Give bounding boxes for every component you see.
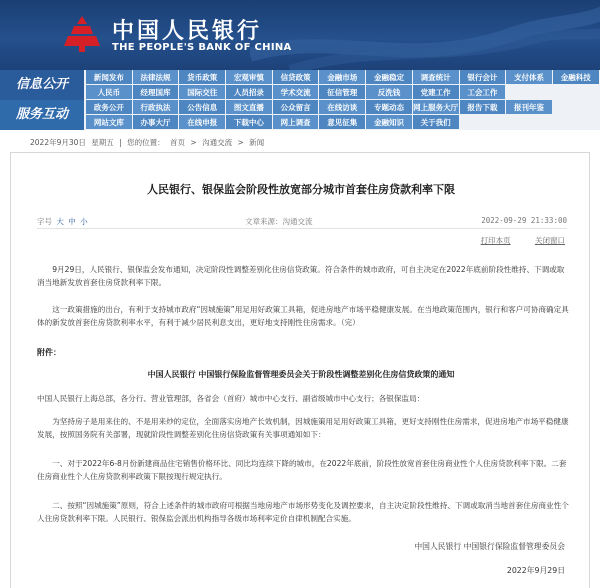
logo-shape (77, 16, 87, 24)
notice-signature-date: 2022年9月29日 (506, 566, 565, 575)
nav-item[interactable]: 反洗钱 (366, 85, 413, 100)
logo-shape (71, 26, 93, 34)
nav-item[interactable]: 意见征集 (319, 115, 366, 130)
nav-item[interactable]: 经理国库 (133, 85, 180, 100)
article-tools (459, 235, 565, 246)
nav-item[interactable]: 学术交流 (273, 85, 320, 100)
breadcrumb (30, 137, 267, 148)
nav-item[interactable]: 金融市场 (319, 70, 366, 85)
notice-addressee: 中国人民银行上海总部，各分行、营业管理部，各省会（首府）城市中心支行、副省级城市中心支行；各银保监局： (37, 394, 425, 403)
nav-item[interactable]: 新闻发布 (86, 70, 133, 85)
article-paragraph: 9月29日，人民银行、银保监会发布通知，决定阶段性调整差别化住房信贷政策。符合条件的城市政府，可自主决定在2022年底前阶段性维持、下调或取消当地新发放首套住房贷款利率下限。 (37, 265, 565, 287)
article-date: 2022-09-29 21:33:00 (481, 216, 567, 225)
nav-item[interactable]: 政务公开 (86, 100, 133, 115)
nav-item[interactable]: 银行会计 (460, 70, 507, 85)
nav-item[interactable]: 宏观审慎 (226, 70, 273, 85)
close-window-link[interactable]: 关闭窗口 (535, 236, 565, 245)
nav-category-service-interaction[interactable]: 服务互动 (0, 100, 84, 130)
nav-item[interactable]: 信贷政策 (273, 70, 320, 85)
nav-row-info (0, 70, 600, 100)
article-meta (37, 216, 567, 228)
font-size-small-link[interactable]: 小 (80, 217, 88, 226)
article-container (10, 152, 590, 588)
nav-item[interactable]: 人民币 (86, 85, 133, 100)
nav-item[interactable]: 网上调查 (273, 115, 320, 130)
breadcrumb-separator: > (237, 138, 244, 147)
nav-item[interactable]: 调查统计 (413, 70, 460, 85)
article-source: 文章来源：沟通交流 (245, 217, 313, 226)
pboc-logo-icon (60, 12, 104, 56)
nav-item[interactable]: 金融知识 (366, 115, 413, 130)
print-page-link[interactable]: 打印本页 (480, 236, 511, 245)
header-decoration (250, 0, 600, 70)
nav-item[interactable]: 在线申报 (179, 115, 226, 130)
nav-item[interactable]: 工会工作 (460, 85, 507, 100)
logo-shape (79, 46, 85, 52)
current-date: 2022年9月30日 (30, 138, 86, 147)
notice-paragraph: 一、对于2022年6-8月份新建商品住宅销售价格环比、同比均连续下降的城市，在2022年底前，阶段性放宽首套住房商业性个人住房贷款利率下限。二套住房商业性个人住房贷款利率政策下限按现行规定执行。 (37, 459, 567, 481)
notice-title: 中国人民银行 中国银行保险监督管理委员会关于阶段性调整差别化住房信贷政策的通知 (147, 370, 455, 379)
notice-paragraph: 二、按照“因城施策”原则，符合上述条件的城市政府可根据当地房地产市场形势变化及调控要求，自主决定阶段性维持、下调或取消当地首套住房商业性个人住房贷款利率下限。人民银行、银保监会派出机构指导各级市场利率定价自律机制配合实施。 (37, 501, 569, 523)
nav-item[interactable]: 金融科技 (553, 70, 600, 85)
location-label: 您的位置： (127, 138, 165, 147)
font-size-label: 字号 (37, 217, 52, 226)
nav-line (86, 100, 600, 115)
nav-item[interactable]: 专题动态 (366, 100, 413, 115)
site-header (0, 0, 600, 70)
nav-items-info (86, 70, 600, 100)
nav-item[interactable]: 支付体系 (506, 70, 553, 85)
nav-item[interactable]: 报告下载 (460, 100, 507, 115)
nav-item[interactable]: 货币政策 (179, 70, 226, 85)
nav-line (86, 115, 600, 130)
attachment-label: 附件： (37, 348, 61, 357)
nav-item[interactable]: 报刊年鉴 (506, 100, 553, 115)
nav-item[interactable]: 网站文库 (86, 115, 133, 130)
logo-english-text[interactable]: THE PEOPLE'S BANK OF CHINA (112, 42, 292, 53)
breadcrumb-separator: > (190, 138, 197, 147)
nav-item[interactable]: 国际交往 (179, 85, 226, 100)
breadcrumb-divider: | (119, 138, 122, 147)
nav-item[interactable]: 征信管理 (319, 85, 366, 100)
font-size-medium-link[interactable]: 中 (68, 217, 76, 226)
nav-item[interactable]: 下载中心 (226, 115, 273, 130)
nav-item[interactable]: 网上服务大厅 (413, 100, 460, 115)
nav-item[interactable]: 人员招录 (226, 85, 273, 100)
notice-signature: 中国人民银行 中国银行保险监督管理委员会 (414, 542, 565, 551)
nav-line (86, 85, 600, 100)
breadcrumb-communication[interactable]: 沟通交流 (202, 138, 233, 147)
meta-divider (37, 228, 567, 229)
nav-item[interactable]: 办事大厅 (133, 115, 180, 130)
breadcrumb-home[interactable]: 首页 (170, 138, 185, 147)
notice-paragraph: 为坚持房子是用来住的、不是用来炒的定位，全面落实房地产长效机制，因城施策用足用好政策工具箱，更好支持刚性住房需求，促进房地产市场平稳健康发展，按照国务院有关部署，现就阶段性调整差别化住房信贷政策有关事项通知如下： (37, 417, 569, 439)
logo-shape (64, 36, 100, 46)
breadcrumb-news[interactable]: 新闻 (249, 138, 265, 147)
article-title: 人民银行、银保监会阶段性放宽部分城市首套住房贷款利率下限 (147, 183, 455, 196)
nav-line (86, 70, 600, 85)
font-size-switcher (37, 216, 88, 227)
nav-item[interactable]: 在线访谈 (319, 100, 366, 115)
nav-item[interactable]: 党建工作 (413, 85, 460, 100)
nav-item[interactable]: 行政执法 (133, 100, 180, 115)
nav-category-info-disclosure[interactable]: 信息公开 (0, 70, 84, 100)
nav-item[interactable]: 公告信息 (179, 100, 226, 115)
nav-item[interactable]: 法律法规 (133, 70, 180, 85)
nav-item[interactable]: 图文直播 (226, 100, 273, 115)
nav-row-service (0, 100, 600, 130)
font-size-large-link[interactable]: 大 (56, 217, 64, 226)
nav-items-service (86, 100, 600, 130)
current-weekday: 星期五 (91, 138, 114, 147)
nav-item[interactable]: 金融稳定 (366, 70, 413, 85)
logo-chinese-text[interactable]: 中国人民银行 (112, 18, 263, 44)
main-navigation (0, 70, 600, 130)
nav-item[interactable]: 公众留言 (273, 100, 320, 115)
article-paragraph: 这一政策措施的出台，有利于支持城市政府“因城施策”用足用好政策工具箱，促进房地产市场平稳健康发展。在当地政策范围内，银行和客户可协商确定具体的新发放首套住房贷款利率水平，有利于减少居民利息支出，更好地支持刚性住房需求。（完） (37, 305, 569, 327)
nav-item[interactable]: 关于我们 (413, 115, 460, 130)
